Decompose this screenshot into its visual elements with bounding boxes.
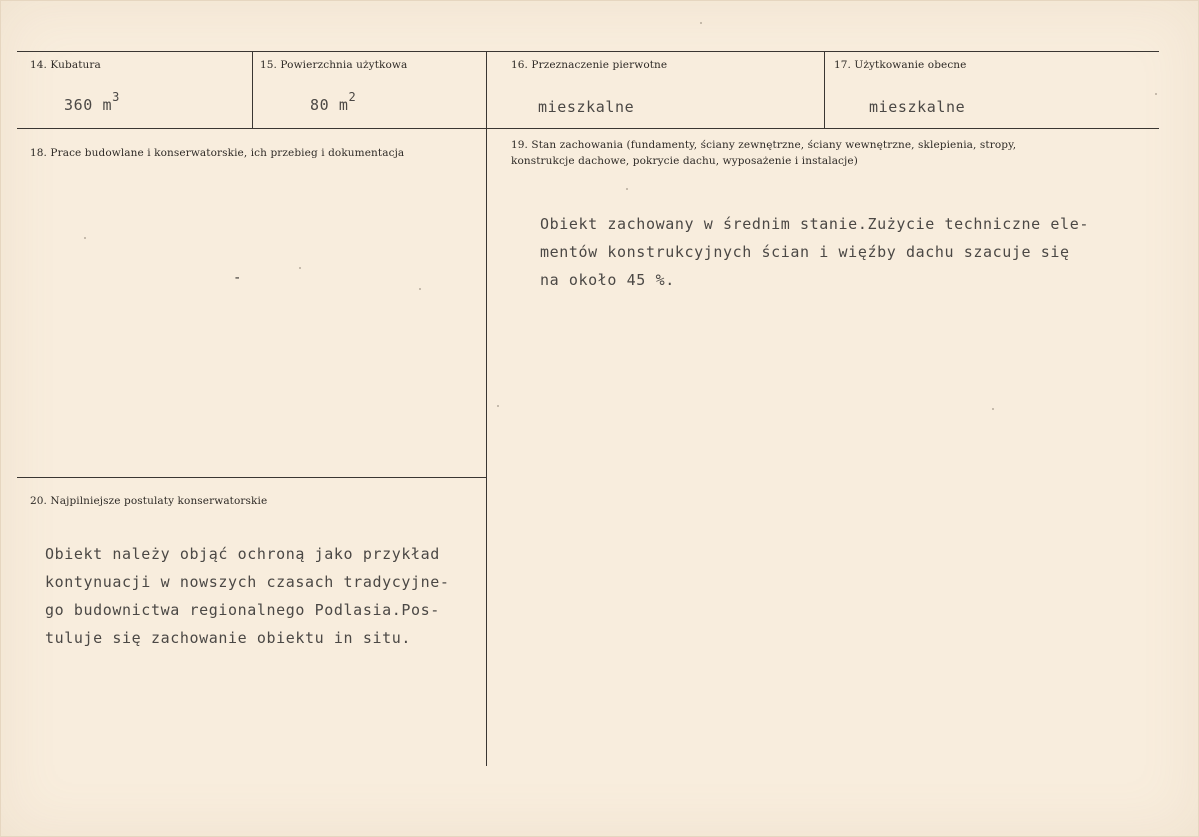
- field-14-label: 14. Kubatura: [30, 59, 101, 71]
- paper-speck: [299, 267, 301, 269]
- field-19-line-3: na około 45 %.: [540, 271, 675, 289]
- paper-speck: [84, 237, 86, 239]
- divider-15-16: [486, 51, 487, 128]
- field-20-line-4: tuluje się zachowanie obiektu in situ.: [45, 629, 411, 647]
- paper-speck: [992, 408, 994, 410]
- field-19-label-line-2: konstrukcje dachowe, pokrycie dachu, wyposażenie i instalacje): [511, 155, 858, 167]
- field-19-line-1: Obiekt zachowany w średnim stanie.Zużycie techniczne ele-: [540, 215, 1089, 233]
- field-15-value: 80 $m^2$: [310, 90, 357, 114]
- row1-bottom-rule: [17, 128, 1159, 129]
- field-20-line-2: kontynuacji w nowszych czasach tradycyjne-: [45, 573, 450, 591]
- field-16-label: 16. Przeznaczenie pierwotne: [511, 59, 668, 71]
- field-14-superscript: 3: [112, 90, 120, 104]
- paper-speck: [700, 22, 702, 24]
- top-rule: [17, 51, 1159, 52]
- field-17-value: mieszkalne: [869, 98, 966, 116]
- field-18-value: -: [233, 270, 242, 286]
- field-16-value: mieszkalne: [538, 98, 635, 116]
- main-column-divider: [486, 128, 487, 766]
- field20-top-rule: [17, 477, 487, 478]
- field-20-line-3: go budownictwa regionalnego Podlasia.Pos-: [45, 601, 440, 619]
- field-19-line-2: mentów konstrukcyjnych ścian i więźby dachu szacuje się: [540, 243, 1070, 261]
- field-20-line-1: Obiekt należy objąć ochroną jako przykład: [45, 545, 440, 563]
- paper-speck: [497, 405, 499, 407]
- paper-speck: [419, 288, 421, 290]
- field-14-value: 360 $m^3$: [64, 90, 120, 114]
- field-18-label: 18. Prace budowlane i konserwatorskie, ich przebieg i dokumentacja: [30, 147, 405, 159]
- field-15-superscript: 2: [348, 90, 357, 104]
- paper-speck: [626, 188, 628, 190]
- field-19-label-line-1: 19. Stan zachowania (fundamenty, ściany zewnętrzne, ściany wewnętrzne, sklepienia, stropy,: [511, 139, 1017, 151]
- divider-14-15: [252, 51, 253, 128]
- paper-speck: [1155, 93, 1157, 95]
- field-20-label: 20. Najpilniejsze postulaty konserwatorskie: [30, 495, 268, 507]
- field-17-label: 17. Użytkowanie obecne: [834, 59, 967, 71]
- field-15-label: 15. Powierzchnia użytkowa: [260, 59, 408, 71]
- divider-16-17: [824, 51, 825, 128]
